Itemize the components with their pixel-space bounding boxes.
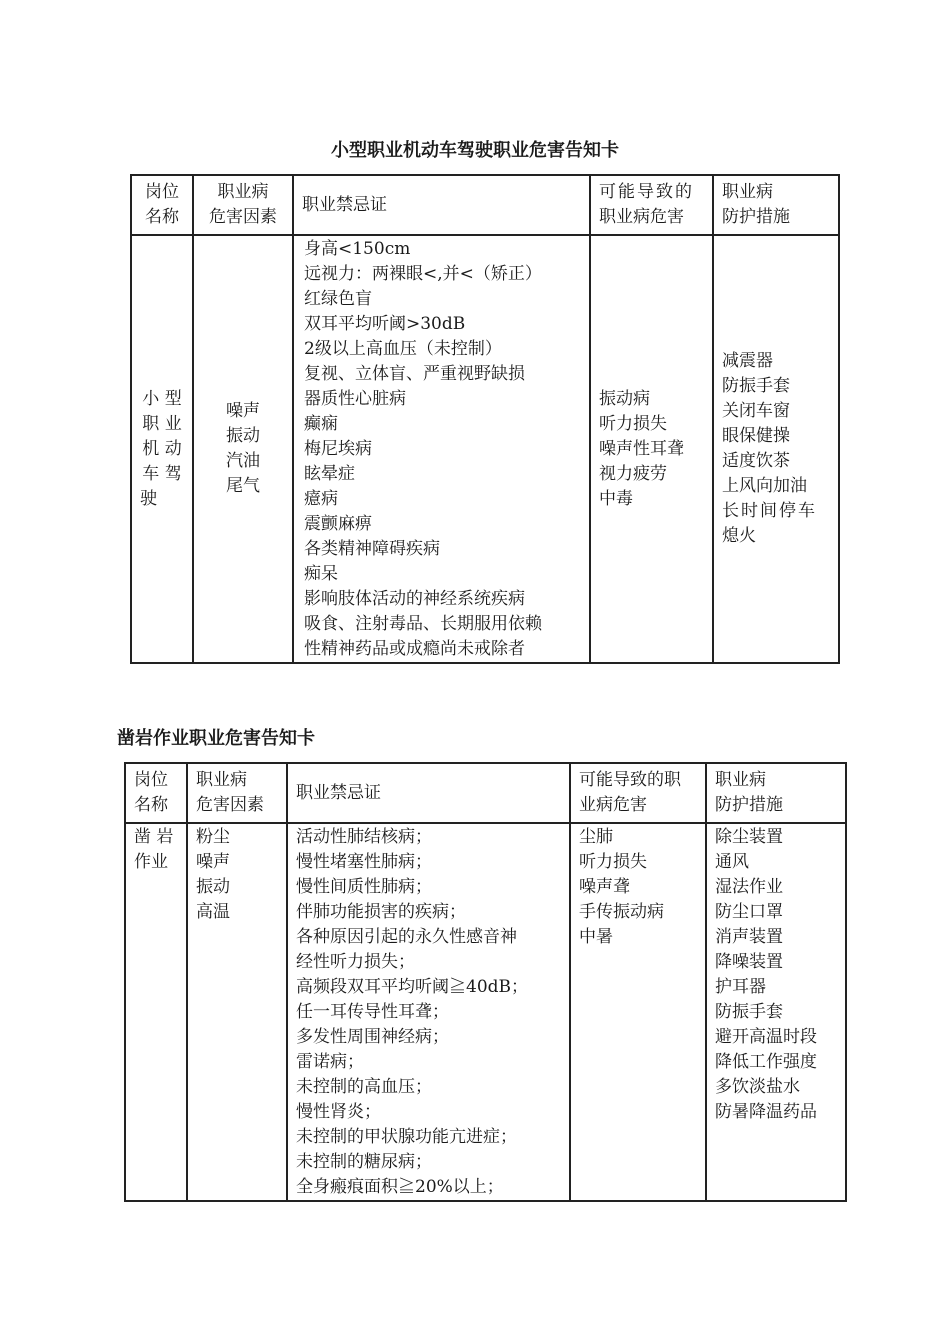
list-item: 听力损失 (599, 413, 667, 434)
list-item: 多饮淡盐水 (715, 1077, 800, 1097)
list-item: 振动病 (599, 388, 650, 409)
header-possible-hazards: 可能导致的 职业病危害 (590, 175, 713, 235)
list-item: 中毒 (599, 488, 633, 509)
list-item: 远视力：两裸眼<,并<（矫正） (304, 264, 542, 284)
list-item: 癔病 (304, 489, 338, 509)
list-item: 各类精神障碍疾病 (304, 539, 440, 559)
hazard-factors-cell (187, 823, 287, 1201)
list-item: 汽油 (226, 451, 260, 471)
list-item: 粉尘 (196, 827, 230, 847)
list-item: 防尘口罩 (715, 902, 783, 922)
header-post-name: 岗位 名称 (131, 175, 193, 235)
header-protective-measures: 职业病 防护措施 (706, 763, 846, 823)
list-item: 慢性间质性肺病； (296, 877, 432, 897)
list-item: 活动性肺结核病； (296, 827, 432, 847)
hazard-card-table-driving (130, 174, 840, 664)
list-item: 噪声聋 (579, 877, 630, 897)
list-item: 关闭车窗 (722, 401, 790, 421)
list-item: 慢性堵塞性肺病； (296, 852, 432, 872)
list-item: 经性听力损失； (296, 952, 415, 972)
list-item: 影响肢体活动的神经系统疾病 (304, 589, 525, 609)
header-protective-measures: 职业病 防护措施 (713, 175, 839, 235)
list-item: 癫痫 (304, 414, 338, 434)
list-item: 尘肺 (579, 827, 613, 847)
header-contraindications: 职业禁忌证 (293, 175, 590, 235)
post-name-cell (131, 235, 193, 663)
list-item: 梅尼埃病 (304, 439, 372, 459)
post-name-cell (125, 823, 187, 1201)
list-item: 高频段双耳平均听阈≧40dB； (296, 977, 529, 997)
list-item: 雷诺病； (296, 1052, 364, 1072)
list-item: 振动 (226, 426, 260, 446)
list-item: 驶 (140, 488, 157, 509)
list-item: 降低工作强度 (715, 1052, 817, 1072)
list-item: 眼保健操 (722, 426, 790, 446)
contraindications-cell (287, 823, 570, 1201)
list-item: 减震器 (722, 351, 773, 371)
table-header-row (125, 763, 846, 823)
list-item: 任一耳传导性耳聋； (296, 1002, 449, 1022)
possible-hazards-cell (590, 235, 713, 663)
list-item: 未控制的甲状腺功能亢进症； (296, 1127, 517, 1147)
list-item: 吸食、注射毒品、长期服用依赖 (304, 614, 542, 634)
list-item: 伴肺功能损害的疾病； (296, 902, 466, 922)
list-item: 通风 (715, 852, 749, 872)
list-item: 作业 (134, 852, 168, 872)
list-item: 噪声 (196, 852, 230, 872)
list-item: 职 业 (142, 413, 182, 434)
list-item: 身高<150cm (304, 239, 411, 259)
header-hazard-factors: 职业病 危害因素 (187, 763, 287, 823)
protective-measures-cell (713, 235, 839, 663)
list-item: 振动 (196, 877, 230, 897)
hazard-card-table-drilling (124, 762, 847, 1202)
list-item: 噪声 (226, 401, 260, 421)
list-item: 手传振动病 (579, 902, 664, 922)
list-item: 车 驾 (142, 463, 182, 484)
list-item: 除尘装置 (715, 827, 783, 847)
list-item: 防暑降温药品 (715, 1102, 817, 1122)
list-item: 复视、立体盲、严重视野缺损 (304, 364, 525, 384)
header-possible-hazards: 可能导致的职 业病危害 (570, 763, 706, 823)
list-item: 机 动 (142, 438, 182, 459)
list-item: 尾气 (226, 476, 260, 496)
list-item: 防振手套 (715, 1002, 783, 1022)
list-item: 护耳器 (715, 977, 766, 997)
list-item: 避开高温时段 (715, 1027, 817, 1047)
list-item: 小 型 (142, 388, 182, 409)
list-item: 听力损失 (579, 852, 647, 872)
table1-title: 小型职业机动车驾驶职业危害告知卡 (331, 140, 619, 161)
list-item: 防振手套 (722, 376, 790, 396)
table-header-row (131, 175, 839, 235)
protective-measures-cell (706, 823, 846, 1201)
header-contraindications: 职业禁忌证 (287, 763, 570, 823)
list-item: 高温 (196, 902, 230, 922)
list-item: 降噪装置 (715, 952, 783, 972)
table-row (131, 235, 839, 663)
list-item: 上风向加油 (722, 476, 807, 496)
header-post-name: 岗位 名称 (125, 763, 187, 823)
list-item: 全身瘢痕面积≧20%以上； (296, 1177, 504, 1197)
list-item: 2级以上高血压（未控制） (304, 339, 502, 359)
list-item: 未控制的糖尿病； (296, 1152, 432, 1172)
list-item: 眩晕症 (304, 464, 355, 484)
table-row (125, 823, 846, 1201)
list-item: 长时间停车 (722, 501, 817, 521)
list-item: 震颤麻痹 (304, 514, 372, 534)
header-hazard-factors: 职业病 危害因素 (193, 175, 293, 235)
list-item: 噪声性耳聋 (599, 438, 684, 459)
list-item: 慢性肾炎； (296, 1102, 381, 1122)
contraindications-cell (293, 235, 590, 663)
list-item: 适度饮茶 (722, 451, 790, 471)
hazard-factors-cell (193, 235, 293, 663)
list-item: 器质性心脏病 (304, 389, 406, 409)
list-item: 红绿色盲 (304, 289, 372, 309)
list-item: 双耳平均听阈>30dB (304, 314, 466, 334)
list-item: 消声装置 (715, 927, 783, 947)
list-item: 各种原因引起的永久性感音神 (296, 927, 517, 947)
list-item: 多发性周围神经病； (296, 1027, 449, 1047)
possible-hazards-cell (570, 823, 706, 1201)
list-item: 未控制的高血压； (296, 1077, 432, 1097)
list-item: 熄火 (722, 526, 756, 546)
list-item: 凿 岩 (134, 827, 174, 847)
list-item: 性精神药品或成瘾尚未戒除者 (304, 639, 525, 659)
list-item: 视力疲劳 (599, 463, 667, 484)
list-item: 中暑 (579, 927, 613, 947)
table2-title: 凿岩作业职业危害告知卡 (117, 728, 315, 749)
list-item: 痴呆 (304, 564, 338, 584)
list-item: 湿法作业 (715, 877, 783, 897)
